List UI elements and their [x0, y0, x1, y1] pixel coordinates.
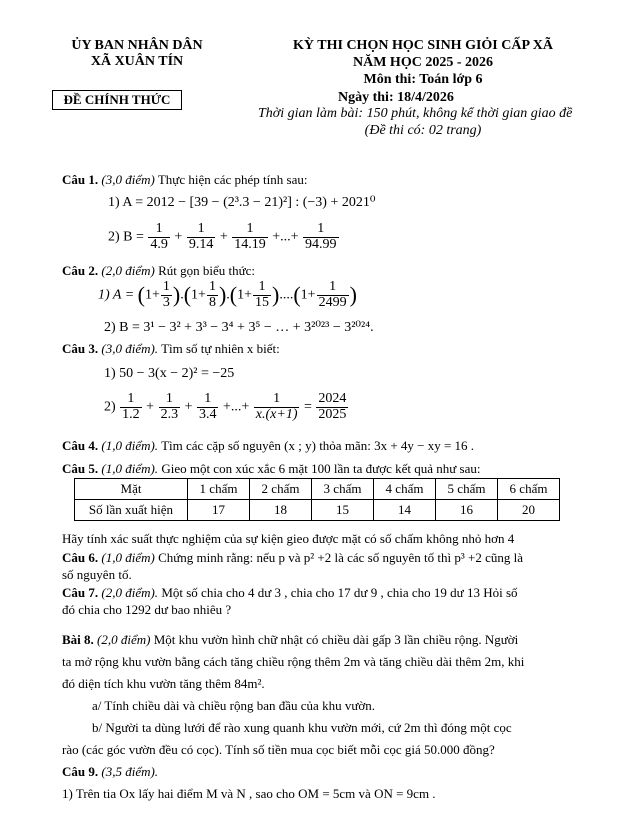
commune-name: XÃ XUÂN TÍN — [90, 54, 184, 69]
q2-part1: 1) A = (1+ $\frac{1}{3}$ ).(1+ $\frac{1}{8}$ ).(1+ $\frac{1}{15}$ )....(1+ $\frac{1}{2499}$ ) — [98, 279, 357, 310]
table-cell: 6 chấm — [498, 479, 560, 500]
table-cell: 18 — [250, 500, 312, 521]
exam-title: KỲ THI CHỌN HỌC SINH GIỎI CẤP XÃ — [293, 38, 553, 53]
subject: Môn thi: Toán lớp 6 — [363, 72, 483, 87]
question-1: Câu 1. (3,0 điểm) Thực hiện các phép tính sau: — [62, 172, 308, 187]
question-7: Câu 7. (2,0 điểm). Một số chia cho 4 dư 3 , chia cho 17 dư 9 , chia cho 19 dư 13 Hỏi số — [62, 585, 518, 600]
q6-line2: số nguyên tố. — [62, 567, 132, 582]
q7-line2: đó chia cho 1292 dư bao nhiêu ? — [62, 602, 232, 617]
exam-date: Ngày thi: 18/4/2026 — [338, 90, 454, 105]
authority-name: ỦY BAN NHÂN DÂN — [71, 38, 203, 53]
q8-part-b: b/ Người ta dùng lưới để rào xung quanh khu vườn mới, cứ 2m thì đóng một cọc — [92, 720, 512, 735]
page-count: (Đề thi có: 02 trang) — [364, 123, 482, 138]
table-cell: 20 — [498, 500, 560, 521]
table-cell: 2 chấm — [250, 479, 312, 500]
table-cell: 14 — [374, 500, 436, 521]
question-3: Câu 3. (3,0 điểm). Tìm số tự nhiên x biết: — [62, 341, 280, 356]
question-4: Câu 4. (1,0 điểm). Tìm các cặp số nguyên (x ; y) thỏa mãn: 3x + 4y − xy = 16 . — [62, 438, 475, 453]
q5-followup: Hãy tính xác suất thực nghiệm của sự kiện gieo được mặt có số chấm không nhỏ hơn 4 — [62, 531, 515, 546]
table-cell: 15 — [312, 500, 374, 521]
q8-part-b-line2: rào (các góc vườn đều có cọc). Tính số tiền mua cọc biết mỗi cọc giá 50.000 đồng? — [62, 742, 495, 757]
official-badge: ĐỀ CHÍNH THỨC — [52, 90, 182, 110]
table-row — [75, 500, 560, 521]
table-cell: 16 — [436, 500, 498, 521]
question-5: Câu 5. (1,0 điểm). Gieo một con xúc xắc 6 mặt 100 lần ta được kết quả như sau: — [62, 461, 481, 476]
table-header-row — [75, 479, 560, 500]
school-year: NĂM HỌC 2025 - 2026 — [353, 55, 493, 70]
results-table — [74, 478, 560, 521]
table-cell: Mặt — [75, 479, 188, 500]
table-cell: 17 — [188, 500, 250, 521]
table-cell: 3 chấm — [312, 479, 374, 500]
q8-line3: đó diện tích khu vườn tăng thêm 84m². — [62, 676, 265, 691]
q1-part1: 1) A = 2012 − [39 − (2³.3 − 21)²] : (−3) + 2021⁰ — [108, 195, 376, 210]
q3-part2: 2) $\frac{1}{1.2}$ + $\frac{1}{2.3}$ + $\frac{1}{3.4}$ +...+ $\frac{1}{x.(x+1)}$ = $\frac{2024}{2025}$ — [104, 391, 347, 422]
q2-part2: 2) B = 3¹ − 3² + 3³ − 3⁴ + 3⁵ − … + 3²⁰²³ − 3²⁰²⁴. — [104, 320, 374, 335]
table-cell: 5 chấm — [436, 479, 498, 500]
q1-part2: 2) B = $\frac{1}{4.9}$ + $\frac{1}{9.14}$ + $\frac{1}{14.19}$ +...+ $\frac{1}{94.99}$ — [108, 221, 337, 252]
table-cell: 1 chấm — [188, 479, 250, 500]
duration: Thời gian làm bài: 150 phút, không kể thời gian giao đề — [258, 106, 573, 121]
q8-line2: ta mở rộng khu vườn bằng cách tăng chiều rộng thêm 2m và tăng chiều dài thêm 2m, khi — [62, 654, 525, 669]
q3-part1: 1) 50 − 3(x − 2)² = −25 — [104, 366, 235, 381]
question-6: Câu 6. (1,0 điểm) Chứng minh rằng: nếu p và p² +2 là các số nguyên tố thì p³ +2 cũng là — [62, 550, 523, 565]
question-8: Bài 8. (2,0 điểm) Một khu vườn hình chữ nhật có chiều dài gấp 3 lần chiều rộng. Người — [62, 632, 519, 647]
q9-part1: 1) Trên tia Ox lấy hai điểm M và N , sao cho OM = 5cm và ON = 9cm . — [62, 786, 436, 801]
table-cell: Số lần xuất hiện — [75, 500, 188, 521]
question-2: Câu 2. (2,0 điểm) Rút gọn biểu thức: — [62, 263, 256, 278]
q8-part-a: a/ Tính chiều dài và chiều rộng ban đầu của khu vườn. — [92, 698, 375, 713]
question-9: Câu 9. (3,5 điểm). — [62, 764, 159, 779]
table-cell: 4 chấm — [374, 479, 436, 500]
